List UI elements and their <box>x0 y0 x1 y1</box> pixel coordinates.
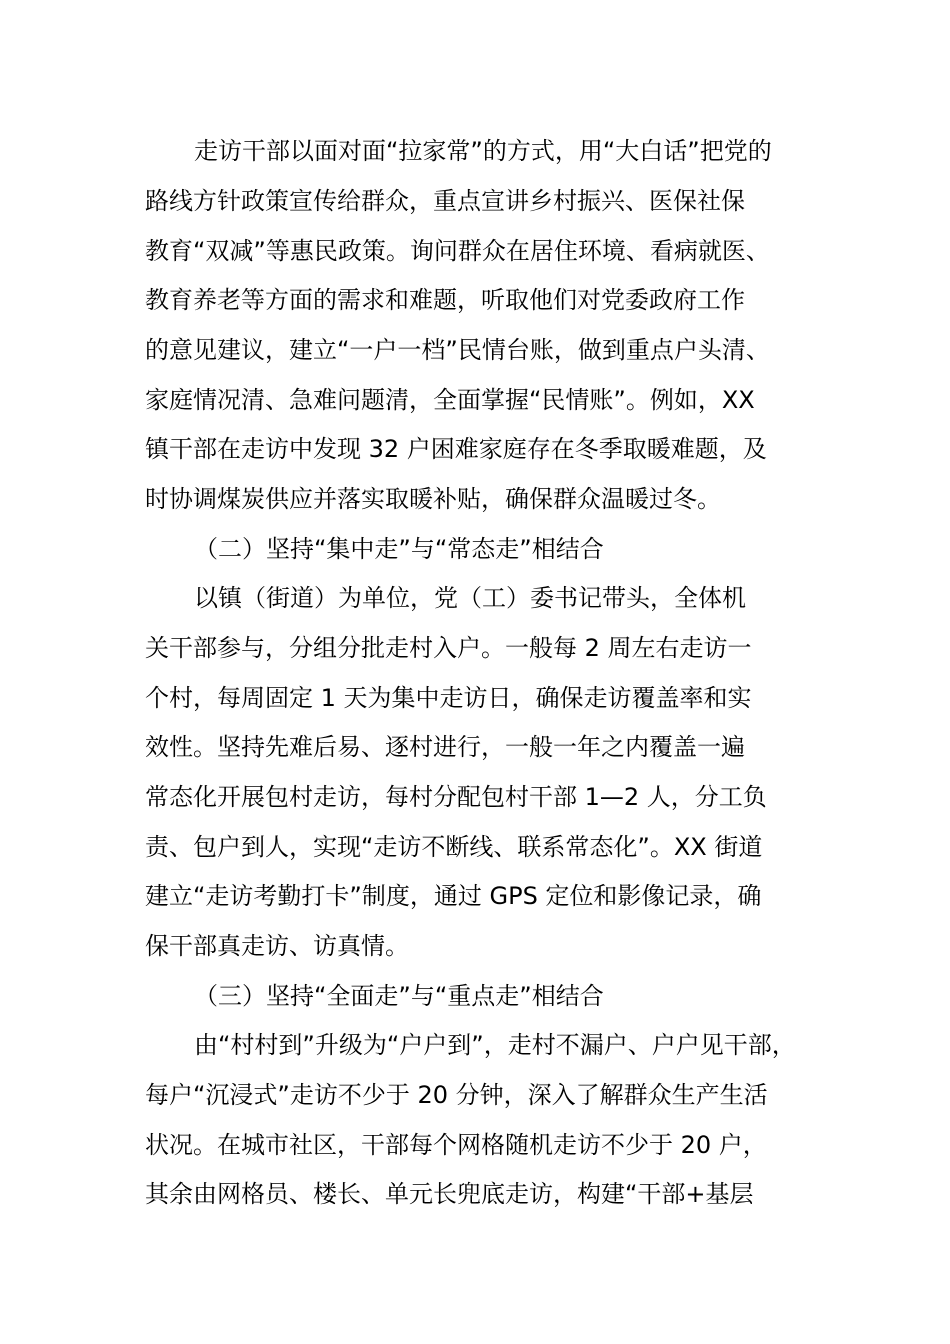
text-line: 教育“双减”等惠民政策。询问群众在居住环境、看病就医、 <box>145 237 770 265</box>
text-line: 的意见建议，建立“一户一档”民情台账，做到重点户头清、 <box>145 336 770 364</box>
text-line: 常态化开展包村走访，每村分配包村干部 1—2 人，分工负 <box>145 783 767 811</box>
text-line: 关干部参与，分组分批走村入户。一般每 2 周左右走访一 <box>145 634 752 662</box>
text-line: 责、包户到人，实现“走访不断线、联系常态化”。XX 街道 <box>145 833 763 861</box>
text-line: 路线方针政策宣传给群众，重点宣讲乡村振兴、医保社保 <box>145 187 745 215</box>
text-line: 其余由网格员、楼长、单元长兜底走访，构建“干部+基层 <box>145 1180 754 1208</box>
text-line: 以镇（街道）为单位，党（工）委书记带头，全体机 <box>194 584 746 612</box>
text-line: 时协调煤炭供应并落实取暖补贴，确保群众温暖过冬。 <box>145 485 721 513</box>
text-line: 走访干部以面对面“拉家常”的方式，用“大白话”把党的 <box>194 137 772 165</box>
section-heading: （三）坚持“全面走”与“重点走”相结合 <box>194 982 604 1010</box>
text-line: 保干部真走访、访真情。 <box>145 932 409 960</box>
section-heading: （二）坚持“集中走”与“常态走”相结合 <box>194 535 604 563</box>
text-line: 教育养老等方面的需求和难题，听取他们对党委政府工作 <box>145 286 745 314</box>
text-line: 效性。坚持先难后易、逐村进行，一般一年之内覆盖一遍 <box>145 733 745 761</box>
text-line: 个村，每周固定 1 天为集中走访日，确保走访覆盖率和实 <box>145 684 752 712</box>
text-line: 镇干部在走访中发现 32 户困难家庭存在冬季取暖难题，及 <box>145 435 767 463</box>
text-line: 状况。在城市社区，干部每个网格随机走访不少于 20 户， <box>145 1131 767 1159</box>
text-line: 由“村村到”升级为“户户到”，走村不漏户、户户见干部， <box>194 1031 796 1059</box>
text-line: 每户“沉浸式”走访不少于 20 分钟，深入了解群众生产生活 <box>145 1081 768 1109</box>
text-line: 家庭情况清、急难问题清，全面掌握“民情账”。例如，XX <box>145 386 755 414</box>
text-line: 建立“走访考勤打卡”制度，通过 GPS 定位和影像记录，确 <box>145 882 762 910</box>
